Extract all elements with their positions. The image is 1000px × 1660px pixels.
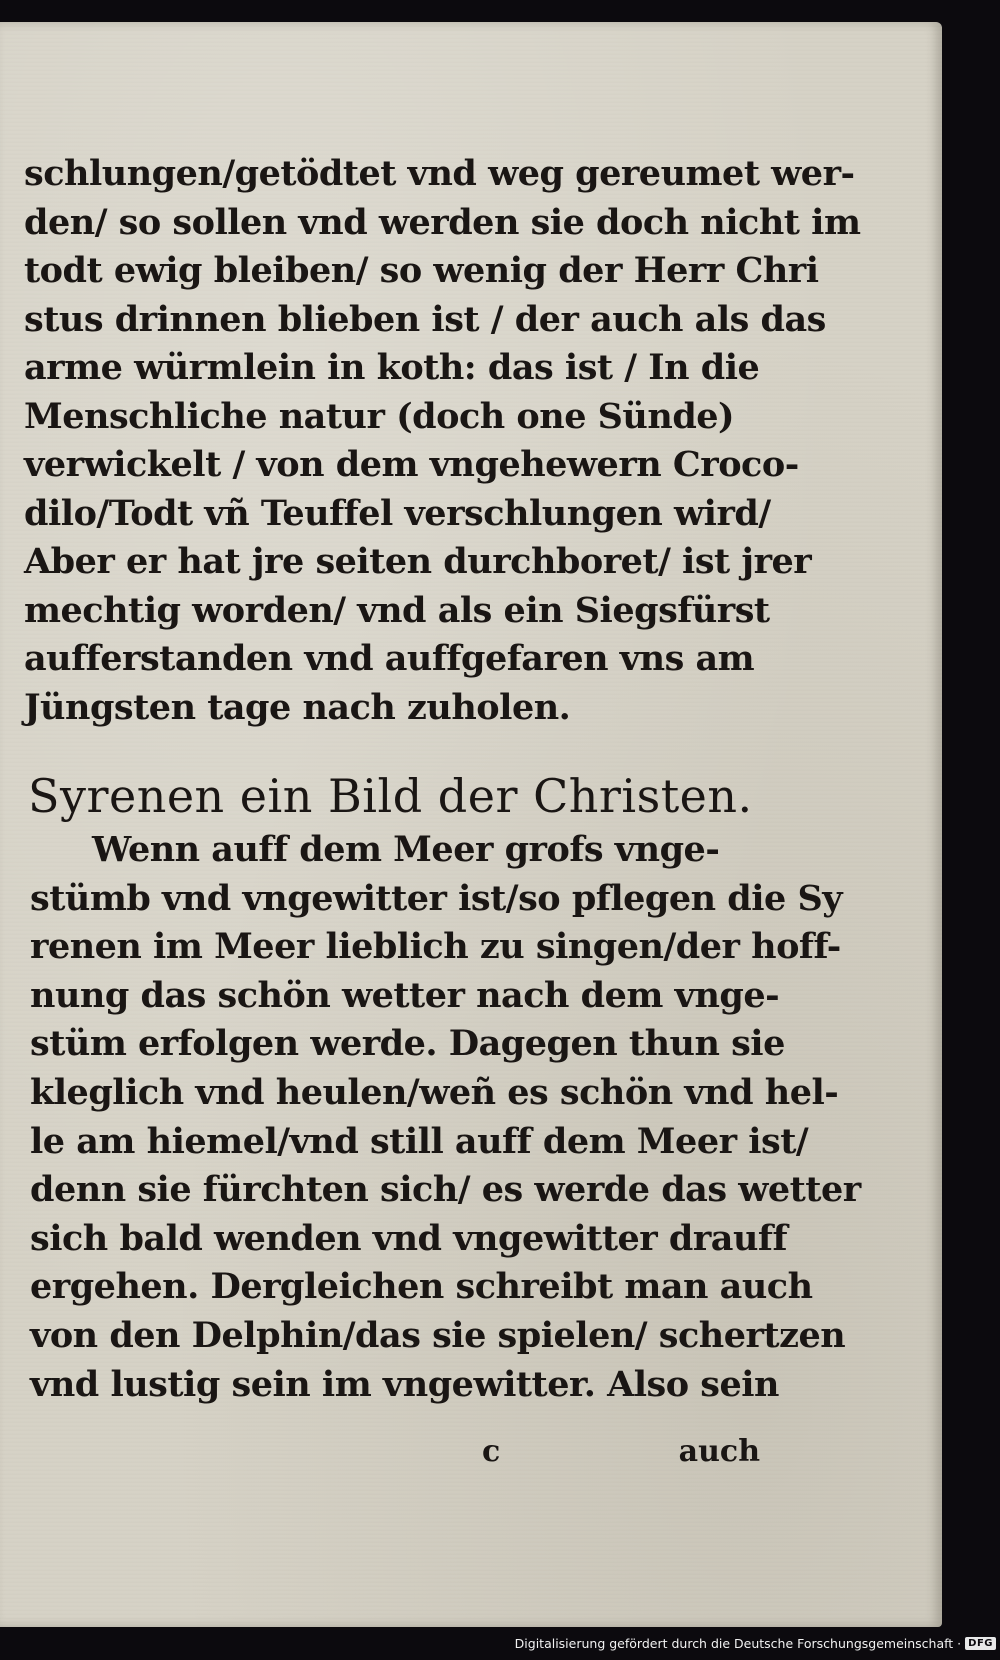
section-heading: Syrenen ein Bild der Christen. xyxy=(28,769,753,823)
text-line: todt ewig bleiben/ so wenig der Herr Chri xyxy=(24,250,819,291)
text-line: Aber er hat jre seiten durchboret/ ist jrer xyxy=(24,541,812,582)
text-line: sich bald wenden vnd vngewitter drauff xyxy=(30,1217,788,1259)
text-line: schlungen/getödtet vnd weg gereumet wer- xyxy=(24,153,855,194)
text-line: denn sie fürchten sich/ es werde das wetter xyxy=(30,1169,861,1211)
text-line: nung das schön wetter nach dem vnge- xyxy=(30,974,780,1016)
catchword: auch xyxy=(678,1434,760,1469)
text-line: dilo/Todt vñ Teuffel verschlungen wird/ xyxy=(24,492,771,534)
credit-text: Digitalisierung gefördert durch die Deutsche Forschungsgemeinschaft · xyxy=(514,1635,962,1651)
text-line: le am hiemel/vnd still auff dem Meer ist/ xyxy=(30,1120,809,1162)
section-heading-wrap xyxy=(28,766,768,826)
text-line: von den Delphin/das sie spielen/ schertzen xyxy=(30,1314,846,1356)
text-line: kleglich vnd heulen/weñ es schön vnd hel- xyxy=(30,1071,839,1113)
text-line: Menschliche natur (doch one Sünde) xyxy=(24,395,735,437)
text-line: renen im Meer lieblich zu singen/der hoff- xyxy=(30,926,841,968)
signature-mark: c xyxy=(482,1434,501,1469)
text-line: stüm erfolgen werde. Dagegen thun sie xyxy=(30,1023,785,1065)
text-line: stümb vnd vngewitter ist/so pflegen die Sy xyxy=(30,877,843,919)
digitization-credit xyxy=(515,1632,996,1654)
text-line: Jüngsten tage nach zuholen. xyxy=(24,686,571,728)
text-line: vnd lustig sein im vngewitter. Also sein xyxy=(30,1363,779,1405)
text-line: stus drinnen blieben ist / der auch als das xyxy=(24,298,826,340)
text-line: ergehen. Dergleichen schreibt man auch xyxy=(30,1266,813,1308)
text-line: Wenn auff dem Meer grofs vnge- xyxy=(92,829,720,870)
text-line: aufferstanden vnd auffgefaren vns am xyxy=(24,638,755,679)
text-line: mechtig worden/ vnd als ein Siegsfürst xyxy=(24,589,770,631)
text-line: verwickelt / von dem vngehewern Croco- xyxy=(24,444,799,485)
text-block-upper xyxy=(24,150,861,732)
text-block-lower xyxy=(30,826,861,1409)
page-footer xyxy=(30,1428,760,1476)
text-line: den/ so sollen vnd werden sie doch nicht im xyxy=(24,201,861,243)
text-line: arme würmlein in koth: das ist / In die xyxy=(24,347,760,388)
dfg-logo-icon: DFG xyxy=(965,1637,996,1650)
book-page xyxy=(0,22,942,1627)
